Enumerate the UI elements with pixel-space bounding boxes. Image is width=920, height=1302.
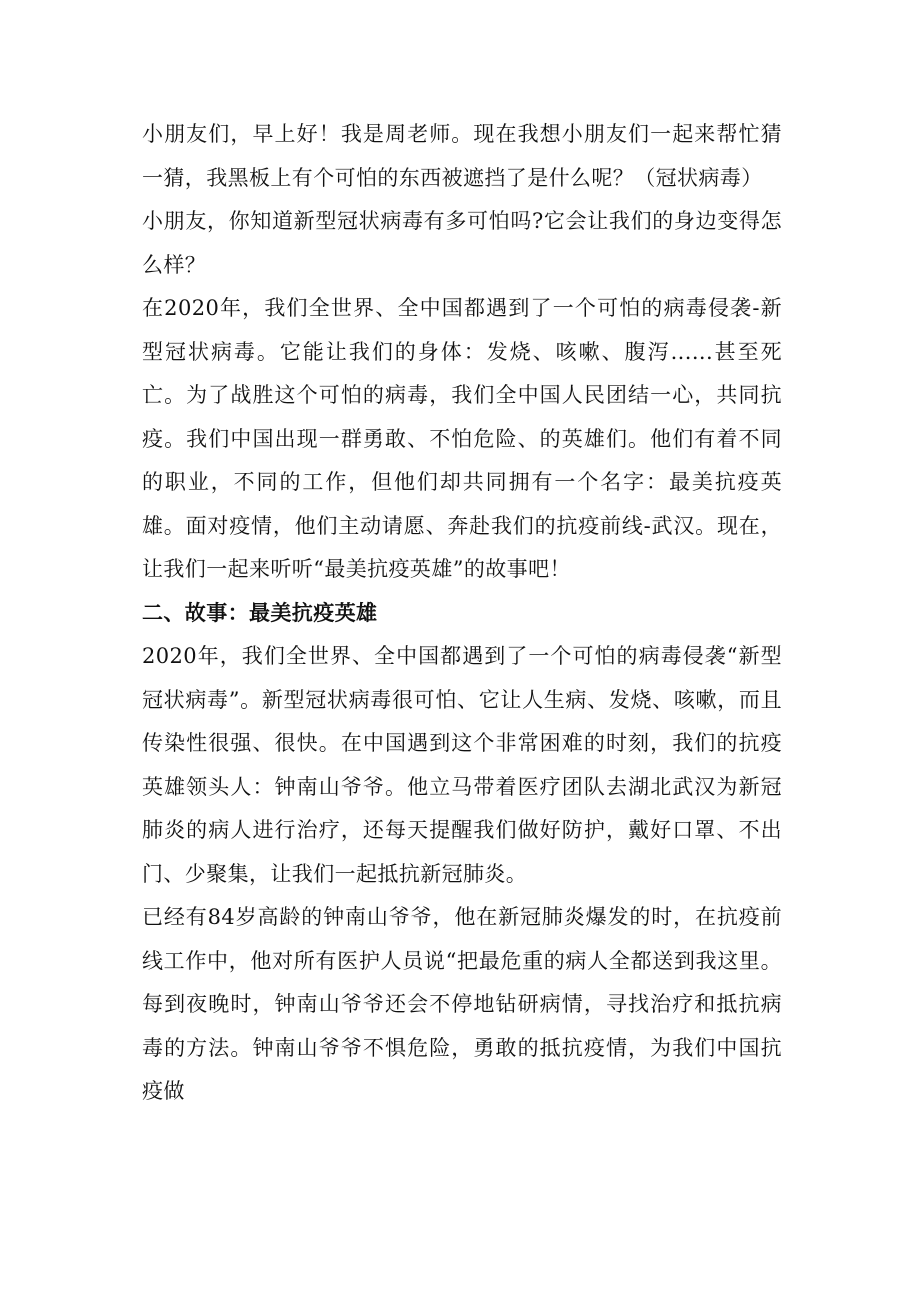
intro-paragraph-background: 在2020年，我们全世界、全中国都遇到了一个可怕的病毒侵袭-新型冠状病毒。它能让我们的身体：发烧、咳嗽、腹泻......甚至死亡。为了战胜这个可怕的病毒，我们全中国人民团结一心，共同抗疫。我们中国出现一群勇敢、不怕危险、的英雄们。他们有着不同的职业，不同的工作，但他们却共同拥有一个名字：最美抗疫英雄。面对疫情，他们主动请愿、奔赴我们的抗疫前线-武汉。现在，让我们一起来听听“最美抗疫英雄”的故事吧！ <box>142 296 782 581</box>
section-heading: 二、故事：最美抗疫英雄 <box>142 600 378 625</box>
intro-paragraph-greeting: 小朋友们，早上好！我是周老师。现在我想小朋友们一起来帮忙猜一猜，我黑板上有个可怕的东西被遮挡了是什么呢？（冠状病毒） <box>142 122 782 190</box>
story-paragraph-first: 2020年，我们全世界、全中国都遇到了一个可怕的病毒侵袭“新型冠状病毒”。新型冠状病毒很可怕、它让人生病、发烧、咳嗽，而且传染性很强、很快。在中国遇到这个非常困难的时刻，我们的抗疫英雄领头人：钟南山爷爷。他立马带着医疗团队去湖北武汉为新冠肺炎的病人进行治疗，还每天提醒我们做好防护，戴好口罩、不出门、少聚集，让我们一起抵抗新冠肺炎。 <box>142 644 782 886</box>
story-paragraph-second: 已经有84岁高龄的钟南山爷爷，他在新冠肺炎爆发的时，在抗疫前线工作中，他对所有医护人员说“把最危重的病人全都送到我这里。每到夜晚时，钟南山爷爷还会不停地钻研病情，寻找治疗和抵抗病毒的方法。钟南山爷爷不惧危险，勇敢的抵抗疫情，为我们中国抗疫做 <box>142 905 782 1103</box>
intro-paragraph-question: 小朋友，你知道新型冠状病毒有多可怕吗?它会让我们的身边变得怎么样？ <box>142 209 782 277</box>
document-body <box>142 113 782 1114</box>
